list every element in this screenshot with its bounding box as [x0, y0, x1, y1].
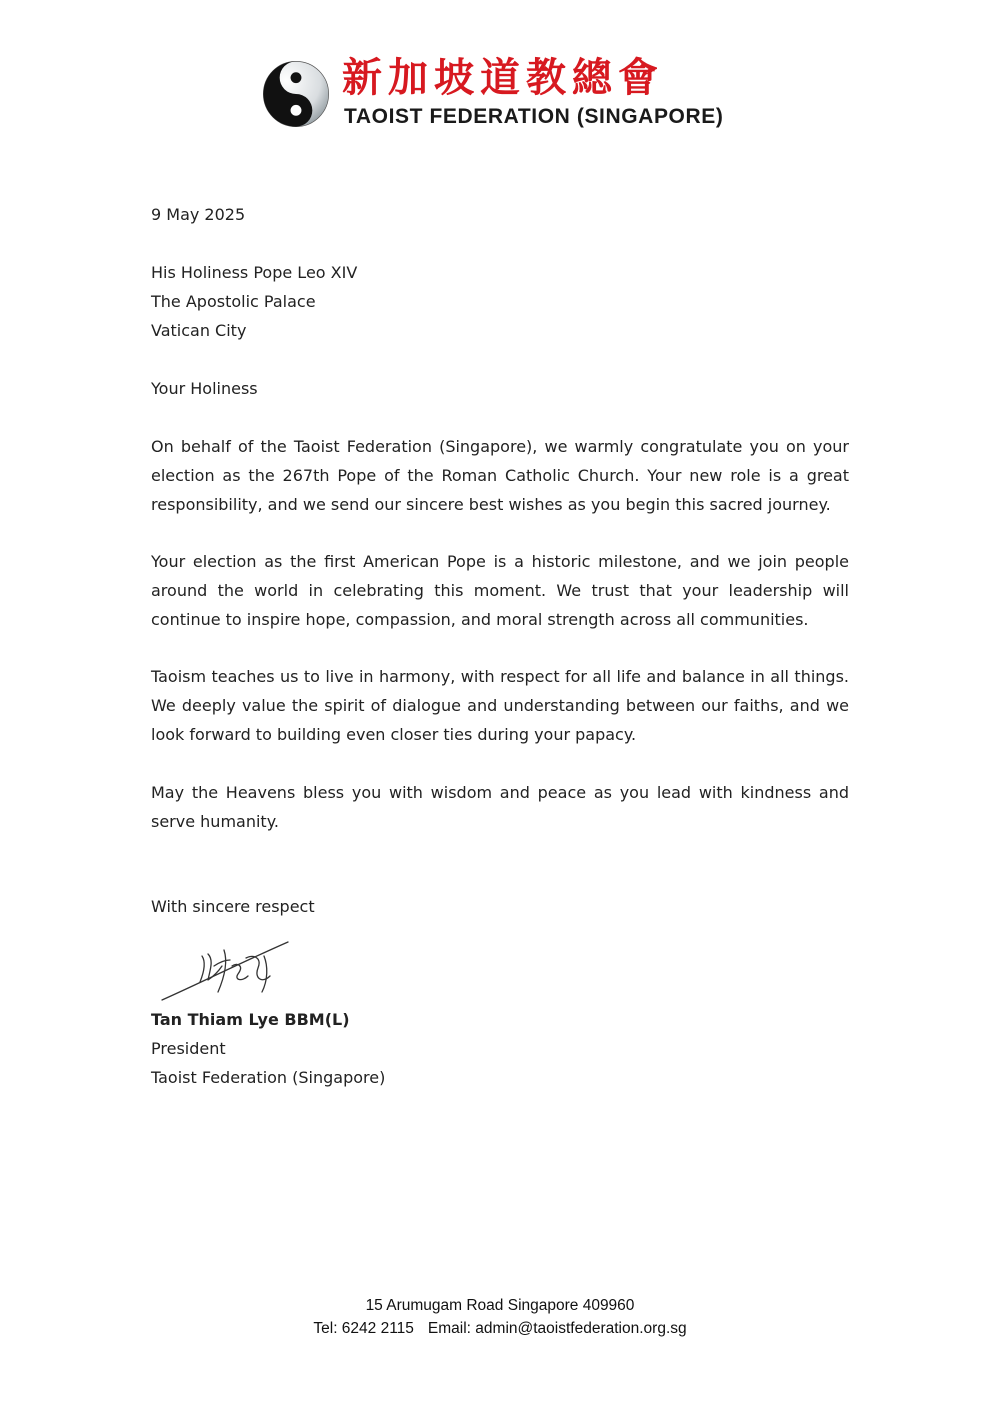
footer-address: 15 Arumugam Road Singapore 409960: [365, 1297, 635, 1314]
recipient-address: [151, 258, 849, 345]
handwritten-signature: [158, 936, 298, 1004]
signer-organization: Taoist Federation (Singapore): [151, 1068, 386, 1087]
footer-contact: [0, 1317, 1000, 1340]
recipient-line: The Apostolic Palace: [151, 292, 316, 311]
chinese-organization-name: 新加坡道教總會: [342, 54, 664, 101]
english-organization-name: TAOIST FEDERATION (SINGAPORE): [344, 105, 724, 128]
recipient-line: His Holiness Pope Leo XIV: [151, 263, 358, 282]
signer-name: Tan Thiam Lye BBM(L): [151, 1010, 350, 1029]
signer-title: President: [151, 1039, 226, 1058]
closing: With sincere respect: [151, 897, 315, 916]
signer-block: [151, 1005, 849, 1092]
yin-yang-icon: [262, 60, 330, 128]
footer-tel: Tel: 6242 2115: [313, 1320, 414, 1337]
footer: [0, 1294, 1000, 1340]
salutation: Your Holiness: [151, 379, 258, 398]
body-paragraph: On behalf of the Taoist Federation (Singapore), we warmly congratulate you on your election as the 267th Pope of the Roman Catholic Church. Your new role is a great responsibility, and we send our sincere best wishes as you begin this sacred journey.: [151, 437, 849, 514]
footer-email: Email: admin@taoistfederation.org.sg: [427, 1320, 687, 1337]
recipient-line: Vatican City: [151, 321, 247, 340]
body-paragraph: Taoism teaches us to live in harmony, with respect for all life and balance in all things. We deeply value the spirit of dialogue and understanding between our faiths, and we look forward to building even closer ties during your papacy.: [151, 667, 849, 744]
body-paragraph: Your election as the first American Pope is a historic milestone, and we join people around the world in celebrating this moment. We trust that your leadership will continue to inspire hope, compassion, and moral strength across all communities.: [151, 552, 849, 629]
letterhead: [262, 54, 742, 132]
body-paragraph: May the Heavens bless you with wisdom and peace as you lead with kindness and serve humanity.: [151, 783, 849, 831]
letter-date: 9 May 2025: [151, 205, 246, 224]
